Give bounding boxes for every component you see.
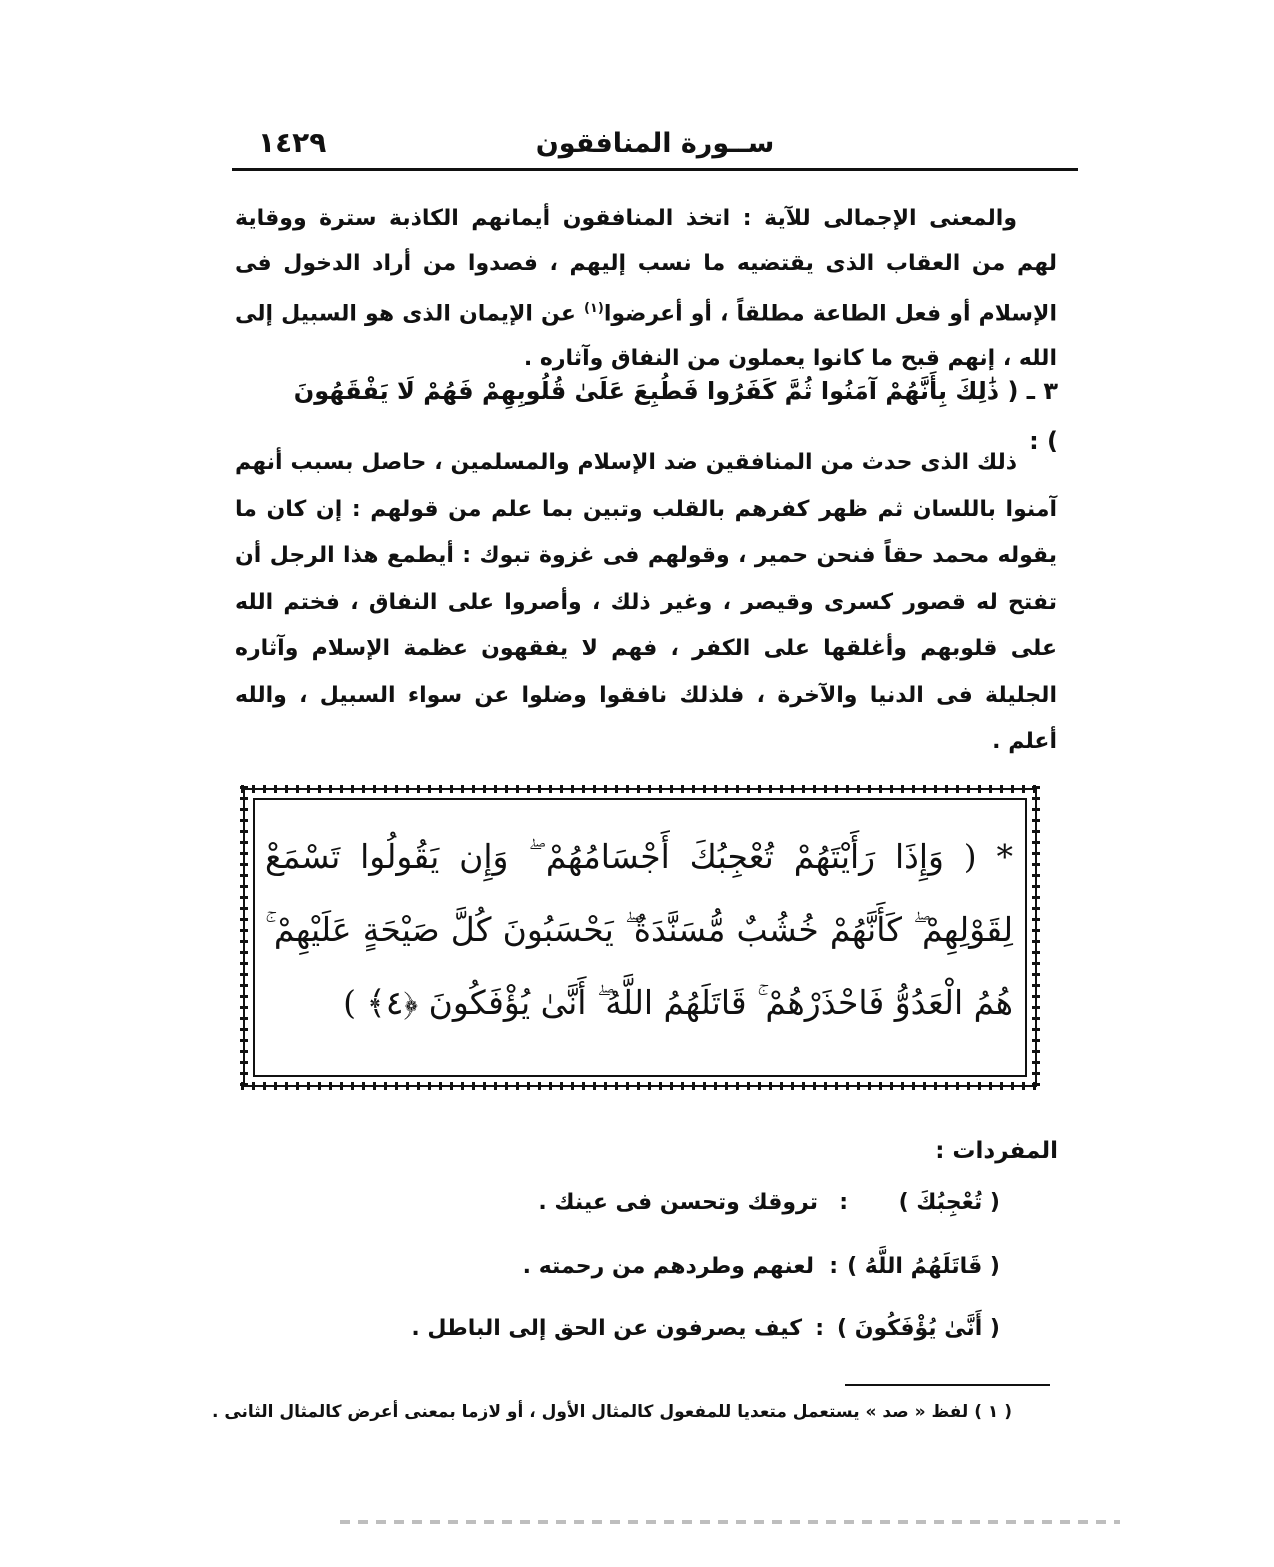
verse-3: ٣ ـ ( ذَٰلِكَ بِأَنَّهُمْ آمَنُوا ثُمَّ كَفَرُوا فَطُبِعَ عَلَىٰ قُلُوبِهِمْ فَهُمْ لَا يَفْقَهُونَ ) : — [293, 377, 1058, 455]
footnote-rule — [845, 1384, 1050, 1386]
footnote: ( ١ ) لفظ « صد » يستعمل متعديا للمفعول كالمثال الأول ، أو لازما بمعنى أعرض كالمثال الثانى . — [211, 1402, 1012, 1422]
vocab-word: ( قَاتَلَهُمُ اللَّهُ ) — [847, 1254, 1000, 1279]
vocabulary-heading: المفردات : — [935, 1138, 1058, 1164]
frame-border-left — [240, 786, 248, 1089]
paragraph-general-meaning — [235, 196, 1057, 381]
page-header — [232, 122, 1078, 172]
frame-border-bottom — [241, 1082, 1039, 1090]
page-number: ١٤٢٩ — [258, 126, 327, 159]
vocab-colon: : — [839, 1190, 848, 1215]
vocab-word: ( أَنَّىٰ يُؤْفَكُونَ ) — [837, 1316, 1000, 1341]
header-rule — [232, 168, 1078, 171]
vocab-definition: تروقك وتحسن فى عينك . — [538, 1190, 818, 1215]
surah-title: ســورة المنافقون — [535, 128, 775, 159]
vocab-definition: لعنهم وطردهم من رحمته . — [522, 1254, 814, 1279]
vocab-word: ( تُعْجِبُكَ ) — [898, 1190, 1000, 1215]
vocab-item — [440, 1190, 1000, 1226]
vocab-colon: : — [829, 1254, 838, 1279]
quran-verse-frame — [243, 788, 1037, 1087]
paragraph2-text: ذلك الذى حدث من المنافقين ضد الإسلام والمسلمين ، حاصل بسبب أنهم آمنوا باللسان ثم ظهر كفرهم بالقلب وتبين بما علم من قولهم : إن كان ما يقوله محمد حقاً فنحن حمير ، وقولهم فى غزوة تبوك : أيطمع هذا الرجل أن تفتح له قصور كسرى وقيصر ، وغير ذلك ، وأصروا على النفاق ، فختم الله على قلوبهم وأغلقها على الكفر ، فهم لا يفقهون عظمة الإسلام وآثاره الجليلة فى الدنيا والآخرة ، فلذلك نافقوا وضلوا عن سواء السبيل ، والله أعلم . — [235, 450, 1057, 754]
vocab-colon: : — [815, 1316, 824, 1341]
paragraph1-end-text: عن الإيمان الذى هو السبيل إلى الله ، إنهم قبح ما كانوا يعملون من النفاق وآثاره . — [235, 301, 1057, 372]
paragraph-explanation — [235, 440, 1057, 766]
vocab-definition: كيف يصرفون عن الحق إلى الباطل . — [411, 1316, 802, 1341]
frame-border-top — [241, 785, 1039, 793]
vocab-item — [411, 1316, 1000, 1352]
scan-artifact — [340, 1520, 1120, 1524]
footnote-ref: (١) — [583, 301, 604, 316]
paragraph1-text: والمعنى الإجمالى للآية : اتخذ المنافقون أيمانهم الكاذبة سترة ووقاية لهم من العقاب الذى يقتضيه ما نسب إليهم ، فصدوا من أراد الدخول فى الإسلام أو فعل الطاعة مطلقاً ، أو أعرضوا — [235, 206, 1057, 327]
vocab-item — [440, 1254, 1000, 1290]
quran-verse-text: * ( وَإِذَا رَأَيْتَهُمْ تُعْجِبُكَ أَجْسَامُهُمْ ۖ وَإِن يَقُولُوا تَسْمَعْ لِقَوْلِهِمْ ۖ كَأَنَّهُمْ خُشُبٌ مُّسَنَّدَةٌ ۖ يَحْسَبُونَ كُلَّ صَيْحَةٍ عَلَيْهِمْ ۚ هُمُ الْعَدُوُّ فَاحْذَرْهُمْ ۚ قَاتَلَهُمُ اللَّهُ ۖ أَنَّىٰ يُؤْفَكُونَ ﴿٤﴾ ) — [265, 837, 1013, 1022]
frame-border-right — [1032, 786, 1040, 1089]
